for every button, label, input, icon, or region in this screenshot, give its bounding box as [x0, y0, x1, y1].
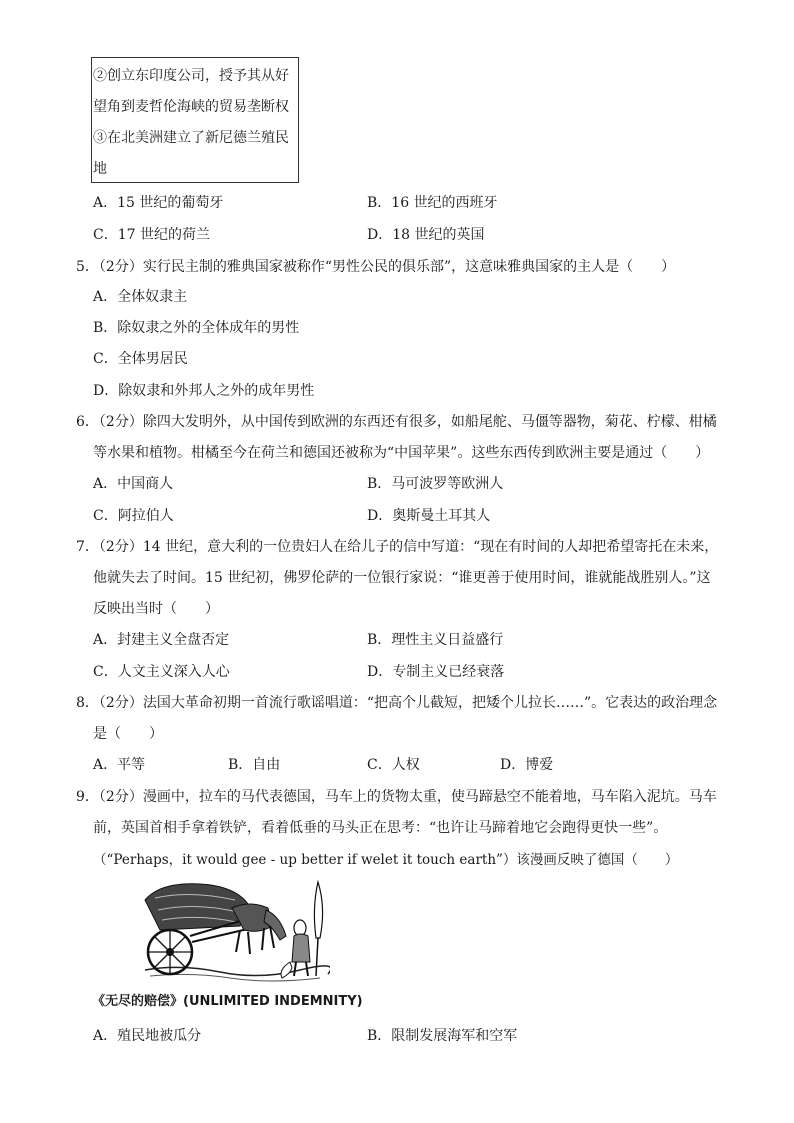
q7-option-b[interactable]: B．理性主义日益盛行 [367, 632, 504, 648]
q6-option-d[interactable]: D．奥斯曼土耳其人 [367, 508, 491, 524]
q9-option-b[interactable]: B．限制发展海军和空军 [367, 1028, 518, 1044]
q8-option-b[interactable]: B．自由 [228, 757, 281, 773]
q4-option-d[interactable]: D．18 世纪的英国 [367, 227, 485, 243]
q5-option-d[interactable]: D．除奴隶和外邦人之外的成年男性 [93, 383, 315, 399]
source-line: 望角到麦哲伦海峡的贸易垄断权 [93, 99, 289, 115]
q8-option-d[interactable]: D．博爱 [500, 757, 554, 773]
q7-option-d[interactable]: D．专制主义已经衰落 [367, 664, 505, 680]
q9-stem-line: 9．（2分）漫画中，拉车的马代表德国，马车上的货物太重，使马蹄悬空不能着地，马车陷入泥坑。马车 [76, 789, 717, 805]
q9-stem-line: 前，英国首相手拿着铁铲，看着低垂的马头正在思考：“也许让马蹄着地它会跑得更快一些”。 [93, 820, 668, 836]
q7-stem-line: 反映出当时（ ） [93, 601, 219, 617]
q8-option-a[interactable]: A．平等 [93, 757, 146, 773]
source-line: 地 [93, 161, 107, 177]
cartoon-caption: 《无尽的赔偿》(UNLIMITED INDEMNITY) [92, 994, 363, 1009]
q4-option-c[interactable]: C．17 世纪的荷兰 [93, 227, 210, 243]
q5-stem: 5．（2分）实行民主制的雅典国家被称作“男性公民的俱乐部”，这意味雅典国家的主人是（ ） [76, 259, 676, 275]
q8-option-c[interactable]: C．人权 [367, 757, 420, 773]
q6-option-c[interactable]: C．阿拉伯人 [93, 508, 174, 524]
source-line: ②创立东印度公司，授予其从好 [93, 68, 289, 84]
q4-option-b[interactable]: B．16 世纪的西班牙 [367, 195, 498, 211]
q7-stem-line: 7．（2分）14 世纪，意大利的一位贵妇人在给儿子的信中写道：“现在有时间的人却把希望寄托在未来， [76, 539, 719, 555]
q8-stem-line: 8．（2分）法国大革命初期一首流行歌谣唱道：“把高个儿截短，把矮个儿拉长……”。它表达的政治理念 [76, 695, 718, 711]
horse-cart-cartoon-image [140, 878, 330, 986]
q6-option-b[interactable]: B．马可波罗等欧洲人 [367, 476, 504, 492]
q7-stem-line: 他就失去了时间。15 世纪初，佛罗伦萨的一位银行家说：“谁更善于使用时间，谁就能战胜别人。”这 [93, 570, 711, 586]
q6-stem-line: 等水果和植物。柑橘至今在荷兰和德国还被称为“中国苹果”。这些东西传到欧洲主要是通过（ ） [93, 445, 710, 461]
source-line: ③在北美洲建立了新尼德兰殖民 [93, 130, 289, 146]
q8-stem-line: 是（ ） [93, 726, 163, 742]
q7-option-c[interactable]: C．人文主义深入人心 [93, 664, 230, 680]
source-material-box [91, 57, 299, 183]
q5-option-a[interactable]: A．全体奴隶主 [93, 289, 188, 305]
q9-stem-line: （“Perhaps，it would gee - up better if welet it touch earth”）该漫画反映了德国（ ） [93, 852, 679, 868]
q9-option-a[interactable]: A．殖民地被瓜分 [93, 1028, 202, 1044]
q4-option-a[interactable]: A．15 世纪的葡萄牙 [93, 195, 224, 211]
q6-option-a[interactable]: A．中国商人 [93, 476, 174, 492]
q5-option-b[interactable]: B．除奴隶之外的全体成年的男性 [93, 320, 300, 336]
q6-stem-line: 6．（2分）除四大发明外，从中国传到欧洲的东西还有很多，如船尾舵、马僵等器物，菊花、柠檬、柑橘 [76, 414, 717, 430]
q5-option-c[interactable]: C．全体男居民 [93, 351, 188, 367]
q7-option-a[interactable]: A．封建主义全盘否定 [93, 632, 230, 648]
